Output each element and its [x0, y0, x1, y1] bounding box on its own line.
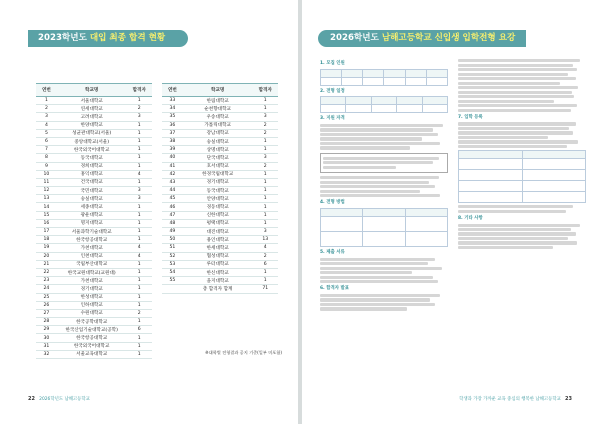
cell-no: 55 — [162, 277, 183, 285]
table-row — [36, 170, 152, 178]
table-row — [162, 105, 278, 113]
table-row — [162, 170, 278, 178]
cell-no: 31 — [36, 342, 57, 350]
cell-no: 5 — [36, 129, 57, 137]
cell-school: 가천대학교 — [57, 244, 127, 252]
cell-no: 44 — [162, 187, 183, 195]
cell-school: 한국산업기술대학교(공학) — [57, 326, 127, 334]
left-banner — [28, 30, 188, 47]
cell-count: 1 — [126, 228, 152, 236]
cell-count: 2 — [252, 252, 278, 260]
cell-count: 1 — [126, 277, 152, 285]
cell-school: 을지대학교 — [183, 277, 253, 285]
cell-no: 24 — [36, 285, 57, 293]
quota-table — [320, 69, 448, 86]
cell-count: 1 — [252, 268, 278, 276]
cell-no: 51 — [162, 244, 183, 252]
cell-school: 숭실대학교 — [183, 137, 253, 145]
cell-no: 6 — [36, 137, 57, 145]
cell-count: 1 — [126, 162, 152, 170]
cell-no: 7 — [36, 146, 57, 154]
cell-no: 15 — [36, 211, 57, 219]
cell-no: 17 — [36, 228, 57, 236]
cell-school: 순천향대학교 — [183, 105, 253, 113]
cell-school: 총 합격자 합계 — [183, 285, 253, 293]
right-banner — [318, 30, 526, 47]
cell-school: 중앙대학교(서울) — [57, 137, 127, 145]
table-row — [36, 268, 152, 276]
cell-count: 1 — [126, 260, 152, 268]
cell-count: 1 — [252, 105, 278, 113]
cell-school: 경동대학교 — [183, 203, 253, 211]
table-row — [162, 146, 278, 154]
cell-school: 한국항공대학교 — [57, 236, 127, 244]
cell-count: 1 — [126, 342, 152, 350]
cell-school: 수원대학교 — [57, 309, 127, 317]
table-row — [36, 178, 152, 186]
cell-school: 경희대학교 — [57, 162, 127, 170]
section-title: 4. 전형 방법 — [320, 200, 345, 206]
cell-no: 13 — [36, 195, 57, 203]
cell-school: 경기대학교 — [57, 285, 127, 293]
cell-count: 3 — [126, 195, 152, 203]
cell-no: 28 — [36, 318, 57, 326]
cell-count: 4 — [126, 252, 152, 260]
cell-school: 성균관대학교(서울) — [57, 129, 127, 137]
cell-school: 한국외국어대학교 — [57, 342, 127, 350]
admission-table-left — [36, 83, 152, 359]
table-row — [162, 228, 278, 236]
cell-count: 1 — [126, 97, 152, 105]
cell-no: 8 — [36, 154, 57, 162]
table-row — [162, 268, 278, 276]
table-row — [162, 154, 278, 162]
cell-school: 경기대학교 — [183, 178, 253, 186]
cell-school: 협성대학교 — [183, 252, 253, 260]
cell-no: 20 — [36, 252, 57, 260]
cell-no: 42 — [162, 170, 183, 178]
col-header-count: 합격자 — [126, 84, 152, 97]
col-header-no: 연번 — [36, 84, 57, 97]
table-row — [162, 277, 278, 285]
cell-school: 한국공학대학교 — [57, 318, 127, 326]
cell-count: 1 — [252, 195, 278, 203]
cell-no — [162, 285, 183, 293]
table-row — [162, 162, 278, 170]
cell-no: 35 — [162, 113, 183, 121]
cell-no: 4 — [36, 121, 57, 129]
cell-count: 4 — [126, 170, 152, 178]
cell-school: 용인대학교 — [183, 236, 253, 244]
table-row — [36, 203, 152, 211]
table-body-right — [162, 97, 278, 294]
cell-school: 한세대학교 — [183, 244, 253, 252]
cell-count: 1 — [126, 268, 152, 276]
cell-school: 한신대학교 — [183, 268, 253, 276]
cell-no: 19 — [36, 244, 57, 252]
cell-count: 2 — [252, 162, 278, 170]
table-row — [162, 260, 278, 268]
cell-school: 인하대학교 — [57, 301, 127, 309]
table-row — [36, 228, 152, 236]
table-row — [36, 285, 152, 293]
table-row — [36, 211, 152, 219]
table-row — [36, 219, 152, 227]
notice-box — [320, 153, 448, 174]
cell-count: 2 — [252, 129, 278, 137]
cell-school: 안양대학교 — [183, 195, 253, 203]
col-header-count: 합격자 — [252, 84, 278, 97]
cell-school: 홍익대학교 — [57, 170, 127, 178]
table-row — [36, 187, 152, 195]
cell-school: 건국대학교 — [57, 178, 127, 186]
cell-count: 3 — [252, 228, 278, 236]
cell-no: 22 — [36, 268, 57, 276]
guide-column-1 — [320, 58, 448, 312]
table-row — [162, 203, 278, 211]
cell-no: 48 — [162, 219, 183, 227]
cell-no: 2 — [36, 105, 57, 113]
cell-school: 우송대학교 — [183, 113, 253, 121]
cell-school: 국민대학교 — [57, 187, 127, 195]
cell-school: 고려대학교 — [57, 113, 127, 121]
cell-school: 한국교원대학교(교원대) — [57, 268, 127, 276]
section-title: 7. 입학 등록 — [458, 114, 483, 120]
col-header-school: 학교명 — [57, 84, 127, 97]
table-row — [36, 97, 152, 105]
table-row — [36, 113, 152, 121]
cell-school: 세종대학교 — [57, 203, 127, 211]
cell-count: 3 — [126, 113, 152, 121]
left-banner-year: 2023학년도 — [38, 33, 90, 43]
cell-school: 서울대학교 — [57, 97, 127, 105]
cell-count: 1 — [126, 236, 152, 244]
cell-count: 1 — [126, 285, 152, 293]
cell-count: 1 — [252, 203, 278, 211]
cell-count: 1 — [126, 318, 152, 326]
table-note: ※대학별 전형결과 공지 기준(일부 미포함) — [205, 350, 282, 355]
table-row — [162, 285, 278, 293]
cell-count: 1 — [252, 97, 278, 105]
cell-count: 1 — [126, 129, 152, 137]
cell-count: 2 — [252, 121, 278, 129]
cell-school: 인천대학교 — [57, 252, 127, 260]
cell-count: 2 — [126, 309, 152, 317]
cell-count: 1 — [252, 146, 278, 154]
table-row — [36, 350, 152, 358]
cell-school: 연세대학교 — [57, 105, 127, 113]
cell-school: 서울과학기술대학교 — [57, 228, 127, 236]
cell-no: 33 — [162, 97, 183, 105]
section-title: 8. 기타 사항 — [458, 215, 483, 221]
table-row — [36, 137, 152, 145]
table-row — [36, 309, 152, 317]
cell-no: 47 — [162, 211, 183, 219]
table-row — [36, 236, 152, 244]
cell-count: 6 — [252, 260, 278, 268]
cell-no: 3 — [36, 113, 57, 121]
table-row — [162, 178, 278, 186]
cell-count: 1 — [252, 211, 278, 219]
col-header-no: 연번 — [162, 84, 183, 97]
cell-no: 34 — [162, 105, 183, 113]
cell-count: 1 — [126, 211, 152, 219]
cell-school: 평택대학교 — [183, 219, 253, 227]
cell-no: 26 — [36, 301, 57, 309]
cell-count: 4 — [126, 244, 152, 252]
table-row — [162, 121, 278, 129]
table-row — [36, 146, 152, 154]
cell-count: 13 — [252, 236, 278, 244]
cell-no: 52 — [162, 252, 183, 260]
cell-count: 1 — [252, 187, 278, 195]
cell-school: 한경국립대학교 — [183, 170, 253, 178]
cell-count: 1 — [126, 293, 152, 301]
cell-school: 동국대학교 — [57, 154, 127, 162]
table-row — [36, 129, 152, 137]
cell-no: 30 — [36, 334, 57, 342]
cell-count: 1 — [126, 203, 152, 211]
section-title: 5. 제출 서류 — [320, 249, 345, 255]
cell-count: 1 — [252, 170, 278, 178]
cell-count: 1 — [126, 219, 152, 227]
table-row — [36, 277, 152, 285]
cell-school: 가천대학교 — [57, 277, 127, 285]
footer-text: 학생과 가장 가까운 교육 중심의 행복한 남해고등학교 — [459, 397, 561, 402]
table-row — [162, 219, 278, 227]
cell-no: 38 — [162, 137, 183, 145]
right-banner-year: 2026학년도 — [330, 33, 382, 43]
method-table — [320, 208, 448, 247]
left-footer — [28, 396, 90, 402]
left-banner-title: 대입 최종 합격 현황 — [89, 33, 166, 43]
cell-no: 29 — [36, 326, 57, 334]
table-row — [36, 244, 152, 252]
cell-school: 명지대학교 — [57, 219, 127, 227]
cell-school: 호서대학교 — [183, 162, 253, 170]
col-header-school: 학교명 — [183, 84, 253, 97]
cell-count: 6 — [126, 326, 152, 334]
cell-count: 1 — [126, 121, 152, 129]
cell-no: 23 — [36, 277, 57, 285]
table-body-left — [36, 97, 152, 359]
cell-no: 41 — [162, 162, 183, 170]
cell-count: 1 — [126, 350, 152, 358]
table-row — [162, 129, 278, 137]
cell-school: 한림대학교 — [183, 97, 253, 105]
section-title: 3. 지원 자격 — [320, 116, 345, 122]
cell-school: 상명대학교 — [183, 146, 253, 154]
cell-no: 10 — [36, 170, 57, 178]
cell-count: 1 — [126, 178, 152, 186]
page-number: 23 — [565, 396, 572, 402]
cell-no: 54 — [162, 268, 183, 276]
cell-no: 27 — [36, 309, 57, 317]
cell-no: 39 — [162, 146, 183, 154]
schedule-table — [320, 96, 448, 113]
table-row — [162, 113, 278, 121]
cell-no: 46 — [162, 203, 183, 211]
table-row — [36, 293, 152, 301]
left-page — [0, 0, 298, 424]
cell-school: 동국대학교 — [183, 187, 253, 195]
cell-school: 서울교육대학교 — [57, 350, 127, 358]
table-row — [36, 342, 152, 350]
cell-school: 한국외국어대학교 — [57, 146, 127, 154]
cell-count: 1 — [252, 277, 278, 285]
cell-no: 50 — [162, 236, 183, 244]
table-row — [36, 301, 152, 309]
table-row — [162, 195, 278, 203]
cell-count: 1 — [126, 137, 152, 145]
footer-text: 2026학년도 남해고등학교 — [39, 397, 90, 402]
table-row — [36, 105, 152, 113]
section-title: 1. 모집 인원 — [320, 61, 345, 66]
right-footer — [459, 396, 572, 402]
cell-no: 40 — [162, 154, 183, 162]
cell-count: 1 — [252, 219, 278, 227]
table-row — [162, 236, 278, 244]
cell-count: 3 — [126, 187, 152, 195]
cell-school: 한성대학교 — [57, 293, 127, 301]
cell-school: 광운대학교 — [57, 211, 127, 219]
table-row — [36, 121, 152, 129]
cell-count: 1 — [252, 178, 278, 186]
cell-count: 1 — [126, 301, 152, 309]
fee-table — [458, 150, 586, 203]
table-row — [162, 187, 278, 195]
right-banner-title: 남해고등학교 신입생 입학전형 요강 — [381, 33, 516, 43]
cell-no: 11 — [36, 178, 57, 186]
cell-count: 3 — [252, 154, 278, 162]
cell-no: 53 — [162, 260, 183, 268]
page-number: 22 — [28, 396, 35, 402]
cell-no: 32 — [36, 350, 57, 358]
table-row — [162, 97, 278, 105]
guide-column-2 — [458, 58, 586, 250]
cell-no: 1 — [36, 97, 57, 105]
cell-count: 4 — [252, 244, 278, 252]
cell-count: 3 — [252, 113, 278, 121]
cell-school: 국립부산대학교 — [57, 260, 127, 268]
table-row — [36, 252, 152, 260]
cell-no: 16 — [36, 219, 57, 227]
cell-school: 신한대학교 — [183, 211, 253, 219]
section-title: 2. 전형 일정 — [320, 88, 345, 94]
cell-school: 한국항공대학교 — [57, 334, 127, 342]
table-row — [36, 154, 152, 162]
table-row — [36, 162, 152, 170]
section-title: 6. 합격자 발표 — [320, 286, 349, 292]
cell-school: 강남대학교 — [183, 129, 253, 137]
cell-no: 49 — [162, 228, 183, 236]
cell-school: 대진대학교 — [183, 228, 253, 236]
cell-school: 가톨릭대학교 — [183, 121, 253, 129]
cell-no: 45 — [162, 195, 183, 203]
table-row — [36, 334, 152, 342]
table-row — [36, 195, 152, 203]
cell-count: 2 — [126, 105, 152, 113]
table-row — [36, 260, 152, 268]
cell-no: 18 — [36, 236, 57, 244]
right-page — [302, 0, 600, 424]
cell-count: 1 — [126, 146, 152, 154]
cell-no: 21 — [36, 260, 57, 268]
table-row — [162, 244, 278, 252]
cell-count: 71 — [252, 285, 278, 293]
cell-count: 1 — [126, 154, 152, 162]
admission-table-right — [162, 83, 278, 294]
cell-school: 한양대학교 — [57, 121, 127, 129]
cell-count: 1 — [252, 137, 278, 145]
cell-school: 단국대학교 — [183, 154, 253, 162]
cell-school: 숭실대학교 — [57, 195, 127, 203]
cell-no: 12 — [36, 187, 57, 195]
cell-school: 루터대학교 — [183, 260, 253, 268]
table-row — [36, 318, 152, 326]
cell-no: 36 — [162, 121, 183, 129]
cell-no: 14 — [36, 203, 57, 211]
table-row — [36, 326, 152, 334]
table-row — [162, 211, 278, 219]
cell-count: 1 — [126, 334, 152, 342]
cell-no: 37 — [162, 129, 183, 137]
table-row — [162, 137, 278, 145]
table-row — [162, 252, 278, 260]
cell-no: 9 — [36, 162, 57, 170]
cell-no: 43 — [162, 178, 183, 186]
cell-no: 25 — [36, 293, 57, 301]
